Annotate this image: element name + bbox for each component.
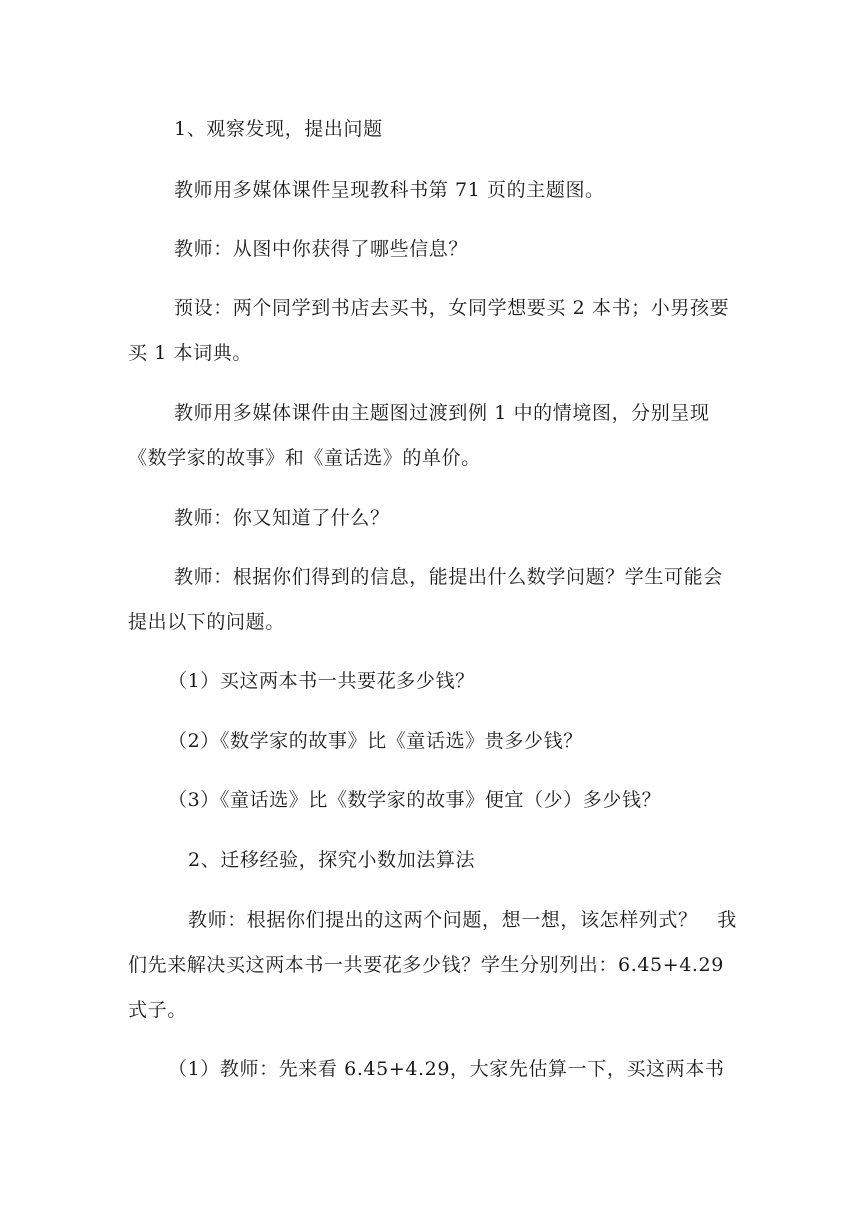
paragraph-line: 教师用多媒体课件呈现教科书第 71 页的主题图。 (174, 179, 605, 201)
question-item: （3）《童话选》比《数学家的故事》便宜（少）多少钱？ (168, 789, 662, 811)
section-heading-2: 2、迁移经验，探究小数加法算法 (188, 849, 476, 871)
paragraph-line: 教师：根据你们得到的信息，能提出什么数学问题？学生可能会 (174, 566, 723, 588)
paragraph-line: 教师：从图中你获得了哪些信息？ (174, 238, 469, 260)
paragraph-line: 买 1 本词典。 (128, 342, 252, 364)
paragraph-line: 提出以下的问题。 (128, 611, 285, 633)
question-item: （1）买这两本书一共要花多少钱？ (168, 670, 475, 692)
paragraph-line: 教师：你又知道了什么？ (174, 507, 390, 529)
paragraph-line: 《数学家的故事》和《童话选》的单价。 (128, 447, 481, 469)
paragraph-line: （1）教师：先来看 6.45+4.29，大家先估算一下，买这两本书 (168, 1058, 725, 1080)
paragraph-line: 预设：两个同学到书店去买书，女同学想要买 2 本书；小男孩要 (174, 297, 730, 319)
question-item: （2）《数学家的故事》比《童话选》贵多少钱？ (168, 730, 583, 752)
paragraph-line: 式子。 (128, 999, 187, 1021)
paragraph-line: 们先来解决买这两本书一共要花多少钱？学生分别列出：6.45+4.29 (128, 954, 724, 976)
section-heading-1: 1、观察发现，提出问题 (174, 118, 383, 140)
paragraph-line: 教师：根据你们提出的这两个问题，想一想，该怎样列式？ 我 (188, 909, 737, 931)
paragraph-line: 教师用多媒体课件由主题图过渡到例 1 中的情境图，分别呈现 (174, 402, 710, 424)
